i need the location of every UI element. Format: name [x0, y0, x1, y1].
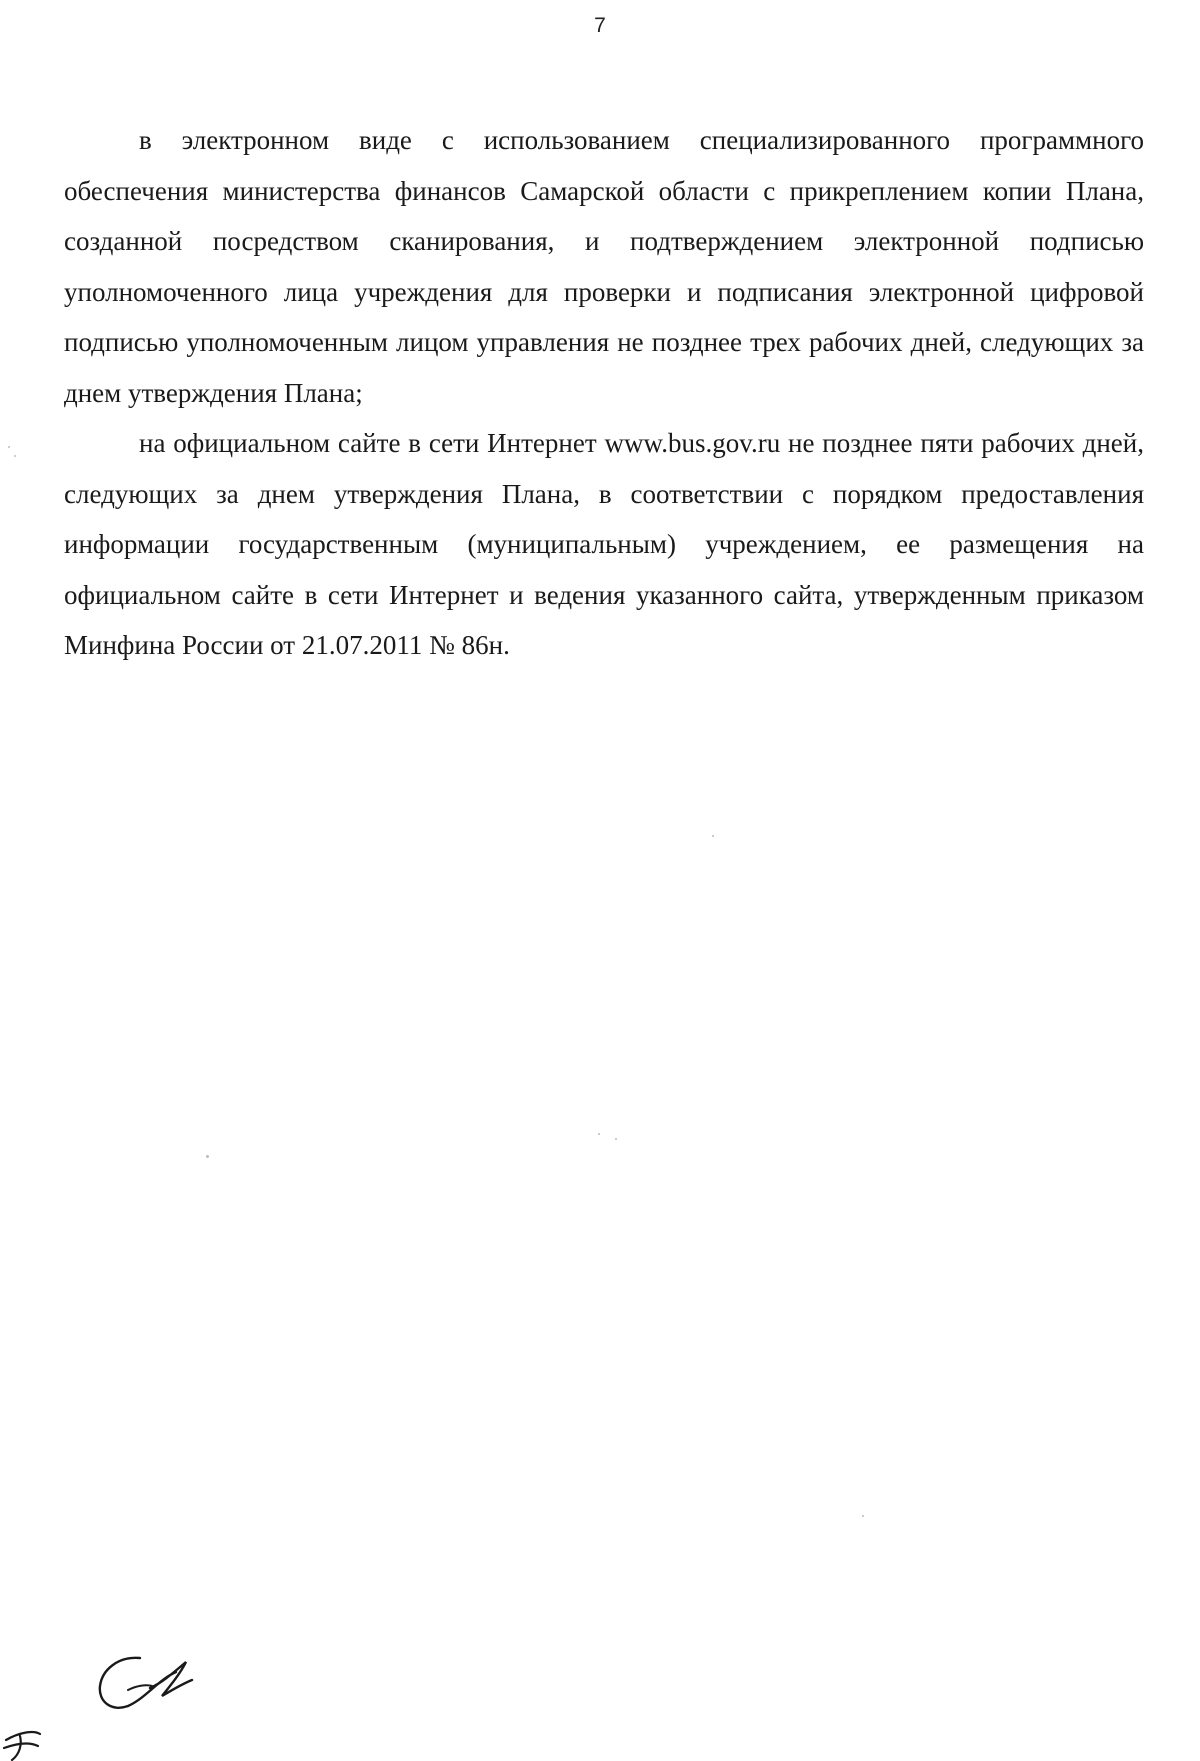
scan-speck	[206, 1155, 209, 1158]
scan-speck	[598, 1133, 600, 1135]
paragraph-electronic-submission: в электронном виде с использованием специализированного программного обеспечения министерства финансов Самарской области с прикреплением копии Плана, созданной посредством сканирования, и подтверждением электронной подписью уполномоченного лица учреждения для проверки и подписания электронной цифровой подписью уполномоченным лицом управления не позднее трех рабочих дней, следующих за днем утверждения Плана;	[64, 125, 1144, 408]
scan-speck	[14, 455, 16, 457]
page-number: 7	[594, 14, 606, 37]
document-body	[64, 115, 1144, 671]
paragraph-website-publication: на официальном сайте в сети Интернет www.bus.gov.ru не позднее пяти рабочих дней, следующих за днем утверждения Плана, в соответствии с порядком предоставления информации государственным (муниципальным) учреждением, ее размещения на официальном сайте в сети Интернет и ведения указанного сайта, утвержденным приказом Минфина России от 21.07.2011 № 86н.	[64, 428, 1144, 660]
scan-speck	[712, 835, 714, 837]
scan-speck	[862, 1515, 864, 1517]
scan-speck	[615, 1138, 617, 1140]
scan-speck	[8, 446, 10, 448]
handwritten-signature	[0, 1640, 240, 1761]
